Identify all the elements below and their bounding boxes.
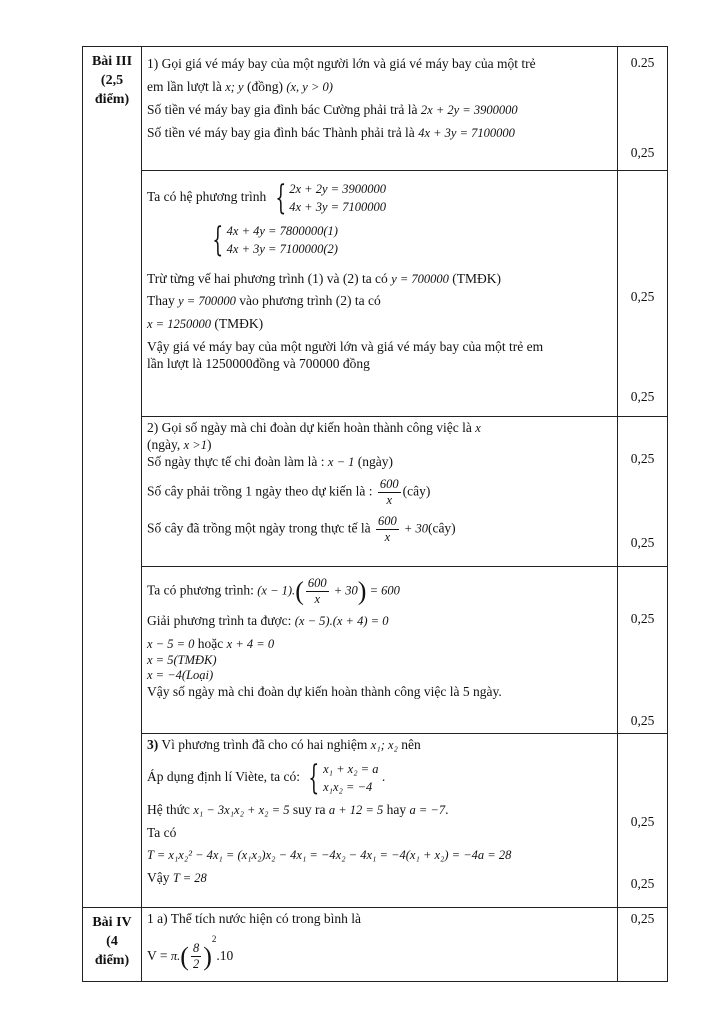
- score-value: 0,25: [630, 814, 655, 829]
- score-value: 0,25: [630, 876, 655, 891]
- answer-line: Vậy giá vé máy bay của một người lớn và giá vé máy bay của một trẻ em: [147, 339, 544, 355]
- answer-line: T = x₁x₂² − 4x₁ = (x₁x₂)x₂ − 4x₁ = −4x₂ − 4x₁ = −4(x₁ + x₂) = −4a = 28: [147, 847, 512, 862]
- table-row: [83, 567, 668, 734]
- table-row: [83, 417, 668, 567]
- section-title: Bài III: [91, 54, 133, 69]
- answer-line: Số ngày thực tế chi đoàn làm là : x − 1 (ngày): [147, 453, 393, 469]
- answer-line: Số cây phải trồng 1 ngày theo dự kiến là : $\frac{600}{x}$ (cây): [147, 476, 431, 507]
- section-label-bai-iv: [83, 908, 142, 982]
- score-value: 0,25: [630, 389, 655, 404]
- section-label-bai-iii: [83, 47, 142, 908]
- answer-line: (ngày, x >1): [147, 436, 212, 452]
- answer-line: Số tiền vé máy bay gia đình bác Cường phải trả là 2x + 2y = 3900000: [147, 101, 518, 117]
- answer-line: x − 5 = 0 hoặc x + 4 = 0: [147, 635, 275, 651]
- fraction: $\frac{600}{x}$: [379, 476, 399, 507]
- score-value: 0,25: [630, 611, 655, 626]
- answer-line: Giải phương trình ta được: (x − 5).(x + 4) = 0: [147, 613, 389, 628]
- score-value: 0,25: [630, 145, 655, 160]
- answer-line: Hệ thức x₁ − 3x₁x₂ + x₂ = 5 suy ra a + 12 = 5 hay a = −7.: [147, 802, 449, 818]
- equation-system: { x₁ + x₂ = a x₁x₂ = −4: [308, 758, 379, 798]
- score-cell: [618, 171, 668, 417]
- answer-line: Vậy số ngày mà chi đoàn dự kiến hoàn thành công việc là 5 ngày.: [147, 684, 502, 699]
- table-row: [83, 47, 668, 171]
- answer-line: lần lượt là 1250000đồng và 700000 đồng: [147, 356, 370, 371]
- answer-cell: [142, 567, 618, 734]
- fraction: $\frac{8}{2}$: [192, 941, 200, 972]
- table-row: [83, 171, 668, 417]
- table-row: [83, 734, 668, 908]
- answer-key-table: [82, 46, 668, 982]
- section-title: Bài IV: [92, 915, 132, 930]
- answer-line: Vậy T = 28: [147, 869, 207, 885]
- answer-cell: [142, 417, 618, 567]
- score-cell: [618, 567, 668, 734]
- section-points: (4: [106, 933, 118, 949]
- score-cell: [618, 734, 668, 908]
- answer-line: x = −4(Loại): [147, 668, 214, 683]
- section-points-unit: điểm): [94, 91, 130, 107]
- answer-line: Thay y = 700000 vào phương trình (2) ta có: [147, 293, 381, 309]
- answer-cell: [142, 908, 618, 982]
- answer-line: 1) Gọi giá vé máy bay của một người lớn và giá vé máy bay của một trẻ: [147, 56, 536, 71]
- score-value: 0,25: [630, 535, 655, 550]
- answer-line: Áp dụng định lí Viète, ta có: { x₁ + x₂ = a x₁x₂ = −4 .: [147, 758, 386, 798]
- equation-system: { 2x + 2y = 3900000 4x + 3y = 7100000: [275, 178, 386, 219]
- fraction: $\frac{600}{x}$: [378, 513, 397, 544]
- answer-cell: [142, 47, 618, 171]
- score-cell: [618, 47, 668, 171]
- score-value: 0,25: [630, 451, 655, 466]
- answer-cell: [142, 734, 618, 908]
- answer-line: V = π.( $\frac{8}{2}$ )$^2$.10: [147, 933, 234, 972]
- section-points-unit: điểm): [94, 952, 130, 968]
- answer-line: Số tiền vé máy bay gia đình bác Thành phải trả là 4x + 3y = 7100000: [147, 124, 515, 140]
- answer-line: Số cây đã trồng một ngày trong thực tế là $\frac{600}{x}$ + 30(cây): [147, 513, 456, 544]
- answer-cell: [142, 171, 618, 417]
- score-value: 0,25: [630, 911, 655, 926]
- answer-line: x = 5(TMĐK): [147, 652, 217, 667]
- answer-line: 2) Gọi số ngày mà chi đoàn dự kiến hoàn thành công việc là x: [147, 420, 481, 435]
- equation-system: { 4x + 4y = 7800000(1) 4x + 3y = 7100000(2): [212, 220, 338, 261]
- score-value: 0,25: [630, 713, 655, 728]
- answer-line: Ta có: [147, 825, 177, 840]
- answer-line: 1 a) Thể tích nước hiện có trong bình là: [147, 911, 362, 926]
- score-cell: [618, 908, 668, 982]
- answer-line: x = 1250000 (TMĐK): [147, 316, 264, 332]
- answer-line: Ta có hệ phương trình { 2x + 2y = 3900000 4x + 3y = 7100000: [147, 178, 386, 219]
- score-value: 0.25: [630, 55, 655, 70]
- answer-line: Ta có phương trình: (x − 1).( $\frac{600}{x}$ + 30) = 600: [147, 576, 400, 606]
- answer-line: em lần lượt là x; y (đồng) (x, y > 0): [147, 78, 333, 94]
- answer-line: [147, 220, 612, 261]
- answer-line: Trừ từng vế hai phương trình (1) và (2) ta có y = 700000 (TMĐK): [147, 270, 502, 286]
- score-value: 0,25: [630, 289, 655, 304]
- score-cell: [618, 417, 668, 567]
- fraction: $\frac{600}{x}$: [307, 576, 327, 606]
- table-row: [83, 908, 668, 982]
- section-points: (2,5: [100, 72, 124, 88]
- answer-line: 3) Vì phương trình đã cho có hai nghiệm x₁; x₂ nên: [147, 737, 421, 752]
